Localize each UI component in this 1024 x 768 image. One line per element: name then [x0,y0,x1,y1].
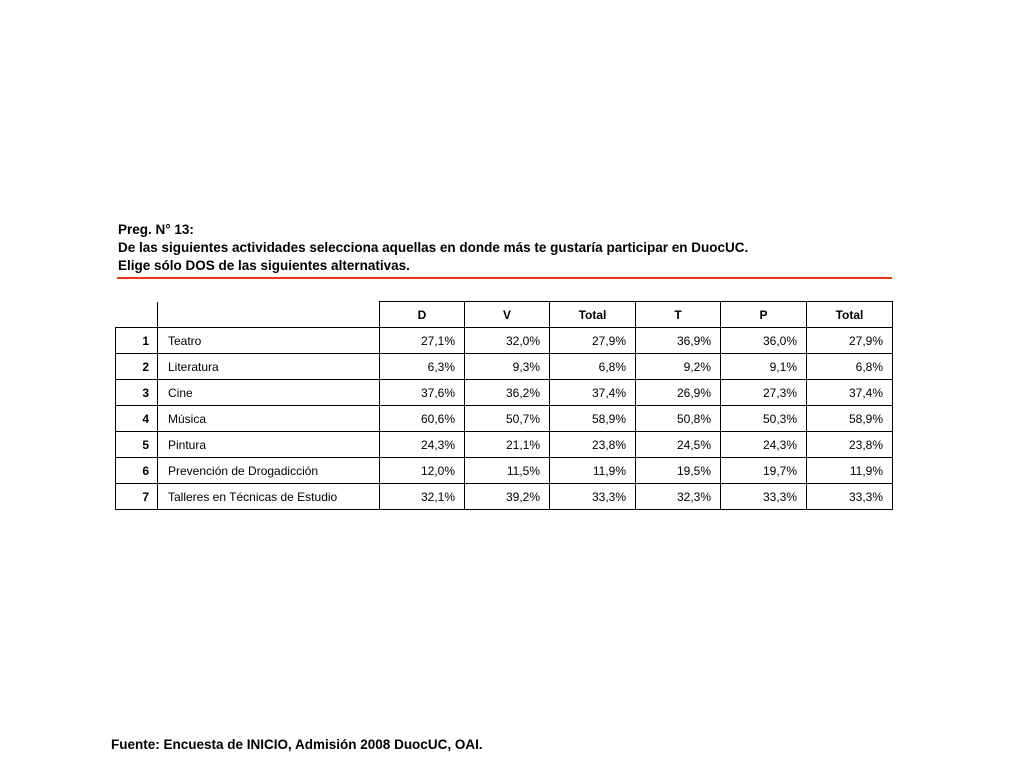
blank-header-cell [158,302,380,328]
percentage-cell: 33,3% [807,484,893,510]
table-row [116,380,893,406]
column-header: D [380,302,465,328]
row-number: 2 [116,354,158,380]
percentage-cell: 11,5% [465,458,550,484]
percentage-cell: 26,9% [636,380,721,406]
activity-label: Teatro [158,328,380,354]
table-row [116,354,893,380]
percentage-cell: 39,2% [465,484,550,510]
percentage-cell: 27,9% [807,328,893,354]
table-row [116,328,893,354]
percentage-cell: 9,1% [721,354,807,380]
percentage-cell: 23,8% [807,432,893,458]
percentage-cell: 27,1% [380,328,465,354]
percentage-cell: 24,5% [636,432,721,458]
activity-label: Prevención de Drogadicción [158,458,380,484]
row-number: 3 [116,380,158,406]
column-header: Total [550,302,636,328]
row-number: 1 [116,328,158,354]
percentage-cell: 32,1% [380,484,465,510]
activity-label: Literatura [158,354,380,380]
percentage-cell: 9,3% [465,354,550,380]
column-header: V [465,302,550,328]
percentage-cell: 50,7% [465,406,550,432]
table-row [116,432,893,458]
row-number: 4 [116,406,158,432]
percentage-cell: 9,2% [636,354,721,380]
question-header [118,221,893,275]
percentage-cell: 37,4% [550,380,636,406]
percentage-cell: 36,2% [465,380,550,406]
percentage-cell: 33,3% [721,484,807,510]
activity-label: Música [158,406,380,432]
percentage-cell: 19,7% [721,458,807,484]
column-header: Total [807,302,893,328]
column-header: T [636,302,721,328]
percentage-cell: 6,8% [550,354,636,380]
source-footnote: Fuente: Encuesta de INICIO, Admisión 2008 DuocUC, OAI. [111,737,483,752]
row-number: 6 [116,458,158,484]
table-row [116,406,893,432]
percentage-cell: 19,5% [636,458,721,484]
question-instruction: Elige sólo DOS de las siguientes alternativas. [118,258,410,273]
table-row [116,458,893,484]
percentage-cell: 23,8% [550,432,636,458]
table-row [116,484,893,510]
percentage-cell: 32,3% [636,484,721,510]
percentage-cell: 32,0% [465,328,550,354]
percentage-cell: 58,9% [807,406,893,432]
percentage-cell: 33,3% [550,484,636,510]
table-body [116,328,893,510]
activity-label: Cine [158,380,380,406]
blank-header-cell [116,302,158,328]
question-text: De las siguientes actividades selecciona aquellas en donde más te gustaría participar en DuocUC. [118,240,749,255]
row-number: 5 [116,432,158,458]
percentage-cell: 11,9% [807,458,893,484]
percentage-cell: 11,9% [550,458,636,484]
results-table [115,301,893,510]
percentage-cell: 27,9% [550,328,636,354]
percentage-cell: 50,3% [721,406,807,432]
percentage-cell: 37,6% [380,380,465,406]
header-divider [117,277,892,279]
question-number: Preg. N° 13: [118,222,194,237]
percentage-cell: 24,3% [721,432,807,458]
percentage-cell: 36,0% [721,328,807,354]
activity-label: Pintura [158,432,380,458]
percentage-cell: 58,9% [550,406,636,432]
percentage-cell: 21,1% [465,432,550,458]
percentage-cell: 6,3% [380,354,465,380]
table-header-row [116,302,893,328]
percentage-cell: 37,4% [807,380,893,406]
row-number: 7 [116,484,158,510]
percentage-cell: 50,8% [636,406,721,432]
percentage-cell: 60,6% [380,406,465,432]
percentage-cell: 12,0% [380,458,465,484]
percentage-cell: 36,9% [636,328,721,354]
percentage-cell: 24,3% [380,432,465,458]
column-header: P [721,302,807,328]
percentage-cell: 27,3% [721,380,807,406]
percentage-cell: 6,8% [807,354,893,380]
activity-label: Talleres en Técnicas de Estudio [158,484,380,510]
